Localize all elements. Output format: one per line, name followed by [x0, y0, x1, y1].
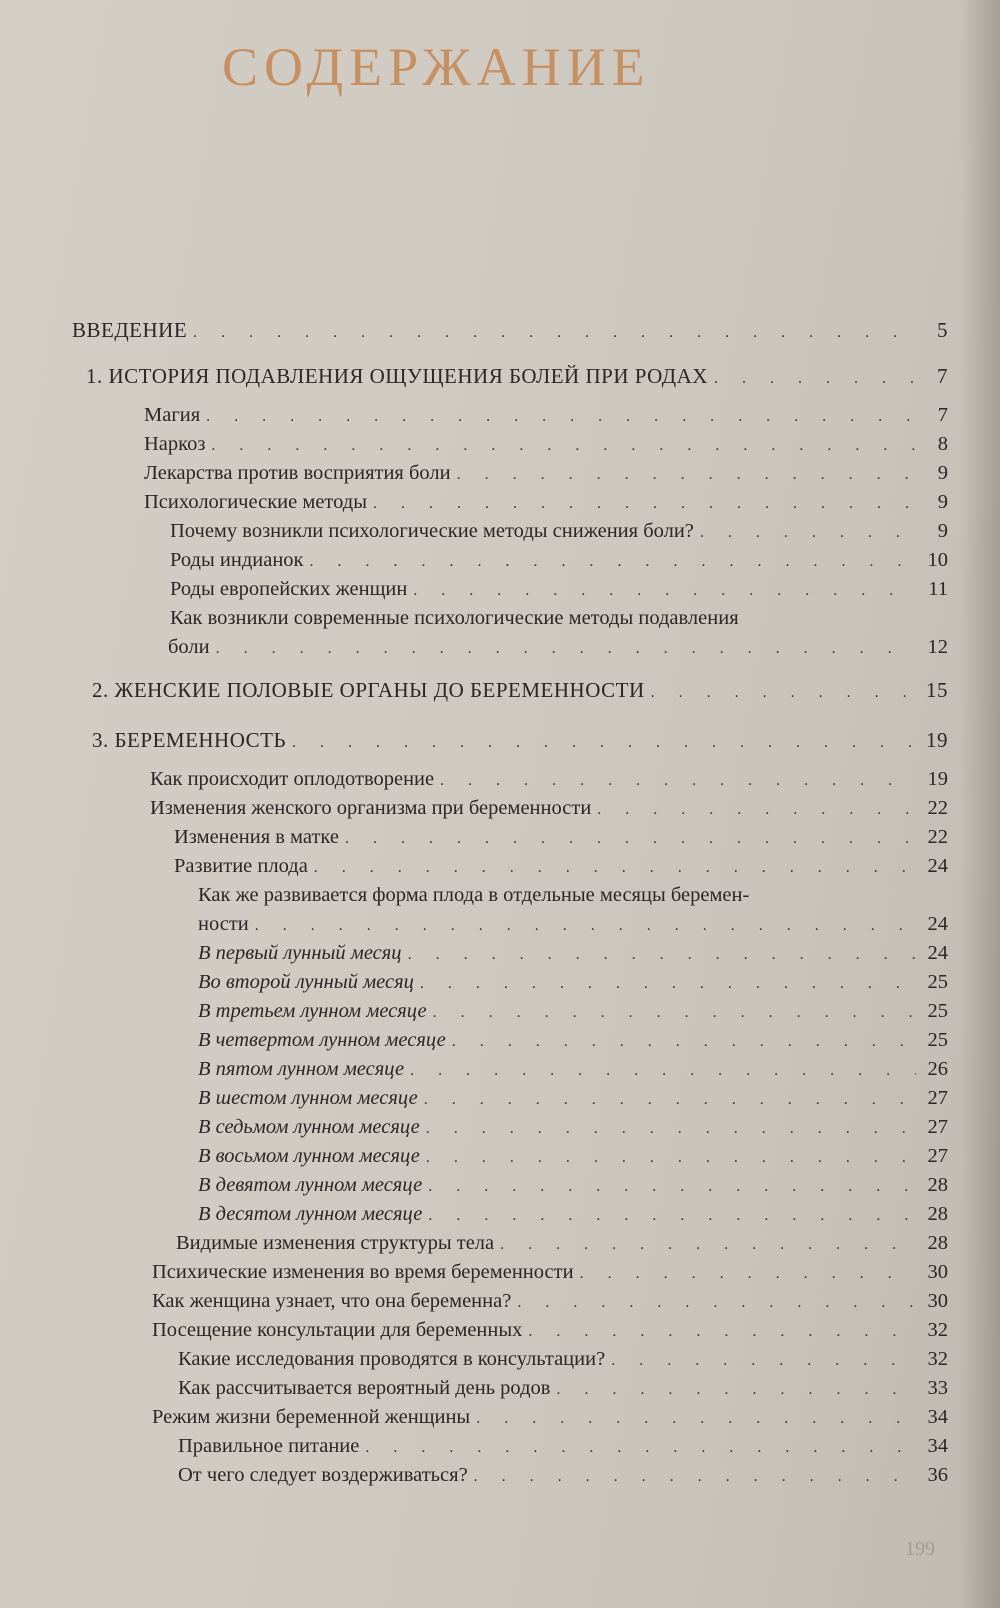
toc-entry: Как рассчитывается вероятный день родов . . . 33	[178, 1377, 948, 1400]
toc-entry: В пятом лунном месяце . . . 26	[198, 1058, 948, 1081]
toc-page-number: 25	[927, 971, 948, 993]
toc-entry: боли . . . 12	[168, 636, 948, 659]
toc-page-number: 7	[937, 404, 948, 426]
toc-page-number: 26	[927, 1058, 948, 1080]
toc-page-number: 24	[927, 855, 948, 877]
toc-entry: 1. ИСТОРИЯ ПОДАВЛЕНИЯ ОЩУЩЕНИЯ БОЛЕЙ ПРИ РОДАХ . . . 7	[86, 364, 948, 389]
toc-entry: Как женщина узнает, что она беременна? . . . 30	[152, 1290, 948, 1313]
toc-page-number: 28	[927, 1174, 948, 1196]
toc-page-number: 9	[937, 520, 948, 542]
toc-entry: Почему возникли психологические методы снижения боли? . . . 9	[170, 520, 948, 543]
toc-page-number: 19	[926, 728, 948, 752]
toc-page-number: 27	[927, 1116, 948, 1138]
toc-entry: Во второй лунный месяц . . . 25	[198, 971, 948, 994]
toc-page-number: 8	[937, 433, 948, 455]
toc-entry: 3. БЕРЕМЕННОСТЬ . . . 19	[92, 728, 948, 753]
toc-entry: Роды индианок . . . 10	[170, 549, 948, 572]
toc-page-number: 10	[927, 549, 948, 571]
toc-entry: Развитие плода . . . 24	[174, 855, 948, 878]
toc-entry: В седьмом лунном месяце . . . 27	[198, 1116, 948, 1139]
toc-entry: В первый лунный месяц . . . 24	[198, 942, 948, 965]
toc-entry: В десятом лунном месяце . . . 28	[198, 1203, 948, 1226]
toc-entry: 2. ЖЕНСКИЕ ПОЛОВЫЕ ОРГАНЫ ДО БЕРЕМЕННОСТИ . . . 15	[92, 678, 948, 703]
toc-page-number: 27	[927, 1145, 948, 1167]
toc-page-number: 33	[927, 1377, 948, 1399]
toc-page-number: 9	[937, 491, 948, 513]
toc-page-number: 9	[937, 462, 948, 484]
toc-entry: В третьем лунном месяце . . . 25	[198, 1000, 948, 1023]
toc-page-number: 28	[927, 1232, 948, 1254]
toc-entry: Наркоз . . . 8	[144, 433, 948, 456]
toc-page-number: 28	[927, 1203, 948, 1225]
toc-entry: Изменения в матке . . . 22	[174, 826, 948, 849]
toc-entry: Психологические методы . . . 9	[144, 491, 948, 514]
toc-entry: ВВЕДЕНИЕ . . . 5	[72, 318, 948, 343]
toc-page-number: 30	[927, 1290, 948, 1312]
toc-page-number: 24	[927, 942, 948, 964]
toc-page-number: 12	[927, 636, 948, 658]
toc-entry: Роды европейских женщин . . . 11	[170, 578, 948, 601]
page-edge-shadow	[960, 0, 1000, 1608]
toc-page-number: 36	[927, 1464, 948, 1486]
toc-page-number: 25	[927, 1000, 948, 1022]
toc-entry: От чего следует воздерживаться? . . . 36	[178, 1464, 948, 1487]
toc-page-number: 27	[927, 1087, 948, 1109]
toc-entry: Магия . . . 7	[144, 404, 948, 427]
toc-entry: ности . . . 24	[198, 913, 948, 936]
toc-entry: В шестом лунном месяце . . . 27	[198, 1087, 948, 1110]
toc-page-number: 32	[927, 1348, 948, 1370]
toc-entry: Изменения женского организма при беременности . . . 22	[150, 797, 948, 820]
toc-page-number: 19	[927, 768, 948, 790]
toc-entry: В восьмом лунном месяце . . . 27	[198, 1145, 948, 1168]
toc-page-number: 25	[927, 1029, 948, 1051]
toc-page-number: 34	[927, 1435, 948, 1457]
toc-entry: В четвертом лунном месяце . . . 25	[198, 1029, 948, 1052]
toc-page-number: 11	[928, 578, 948, 600]
toc-entry-first-line: Как же развивается форма плода в отдельные месяцы беремен-	[198, 884, 750, 906]
toc-entry: Режим жизни беременной женщины . . . 34	[152, 1406, 948, 1429]
toc-entry: Посещение консультации для беременных . . . 32	[152, 1319, 948, 1342]
toc-entry: Лекарства против восприятия боли . . . 9	[144, 462, 948, 485]
toc-entry: Какие исследования проводятся в консультации? . . . 32	[178, 1348, 948, 1371]
toc-page-number: 5	[937, 318, 948, 342]
toc-entry: Видимые изменения структуры тела . . . 28	[176, 1232, 948, 1255]
toc-page-number: 24	[927, 913, 948, 935]
toc-page-number: 32	[927, 1319, 948, 1341]
toc-entry: Как происходит оплодотворение . . . 19	[150, 768, 948, 791]
toc-entry: В девятом лунном месяце . . . 28	[198, 1174, 948, 1197]
toc-page-number: 22	[927, 826, 948, 848]
page-number: 199	[905, 1538, 935, 1560]
toc-page-number: 22	[927, 797, 948, 819]
toc-page-number: 7	[937, 364, 948, 388]
toc-page-number: 15	[926, 678, 948, 702]
toc-entry: Психические изменения во время беременности . . . 30	[152, 1261, 948, 1284]
toc-page-number: 34	[927, 1406, 948, 1428]
toc-page-number: 30	[927, 1261, 948, 1283]
page-title: СОДЕРЖАНИЕ	[222, 37, 651, 97]
toc-entry-first-line: Как возникли современные психологические методы подавления	[170, 607, 739, 629]
toc-entry: Правильное питание . . . 34	[178, 1435, 948, 1458]
